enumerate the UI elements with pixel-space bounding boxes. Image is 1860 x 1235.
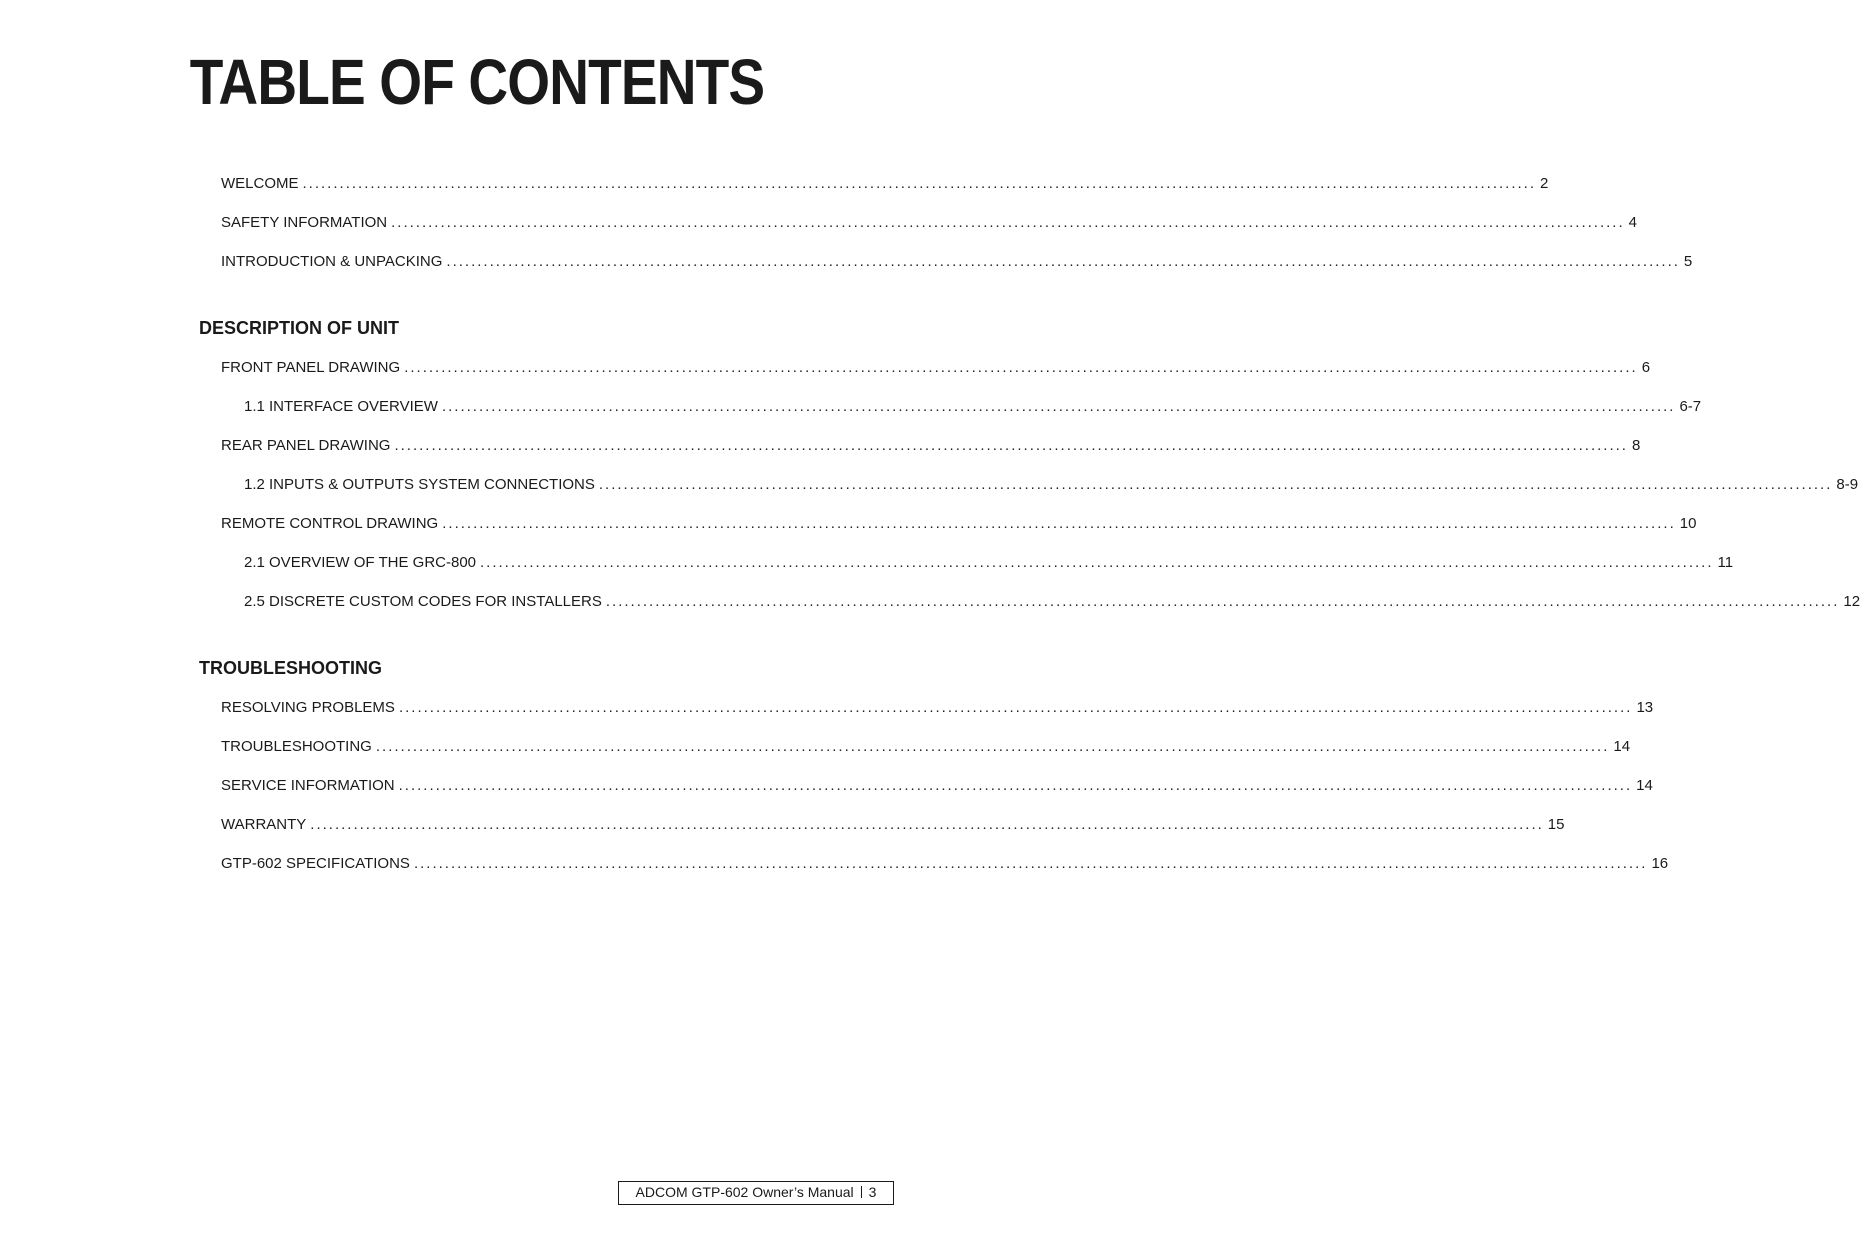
toc-entry-page: 8 [1631,437,1641,454]
footer-page-number: 3 [868,1184,877,1200]
toc-entry-introduction-unpacking[interactable] [221,253,1693,271]
dot-leader: ........................................................................................................................................................................................................ [413,855,1648,872]
toc-entry-page: 12 [1843,593,1860,610]
toc-entry-page: 8-9 [1836,476,1859,493]
toc-entry-label: REMOTE CONTROL DRAWING [221,515,439,532]
toc-entry-page: 15 [1547,816,1565,833]
dot-leader: ........................................................................................................................................................................................................ [310,816,1544,833]
toc-entry-page: 16 [1651,855,1669,872]
dot-leader: ........................................................................................................................................................................................................ [446,253,1680,270]
toc-entry-page: 14 [1613,738,1631,755]
dot-leader: ........................................................................................................................................................................................................ [441,398,1676,415]
dot-leader: ........................................................................................................................................................................................................ [302,175,1537,192]
toc-entry-service-information[interactable] [221,777,1653,795]
toc-entry-front-panel-drawing[interactable] [221,359,1651,377]
toc-entry-label: 1.2 INPUTS & OUTPUTS SYSTEM CONNECTIONS [244,476,595,493]
toc-entry-gtp-602-specifications[interactable] [221,855,1669,873]
toc-entry-label: 2.5 DISCRETE CUSTOM CODES FOR INSTALLERS [244,593,602,610]
toc-entry-page: 11 [1717,554,1734,571]
section-heading-troubleshooting: TROUBLESHOOTING [199,658,382,678]
toc-entry-warranty[interactable] [221,816,1565,834]
toc-entry-overview-grc-800[interactable] [244,554,1734,572]
toc-entry-page: 14 [1636,777,1653,794]
dot-leader: ........................................................................................................................................................................................................ [480,554,1714,571]
page-title: TABLE OF CONTENTS [189,46,765,118]
toc-entry-interface-overview[interactable] [244,398,1702,416]
toc-entry-label: FRONT PANEL DRAWING [221,359,401,376]
toc-entry-label: INTRODUCTION & UNPACKING [221,253,443,270]
toc-entry-label: REAR PANEL DRAWING [221,437,391,454]
toc-entry-safety-information[interactable] [221,214,1637,232]
dot-leader: ........................................................................................................................................................................................................ [442,515,1676,532]
toc-entry-remote-control-drawing[interactable] [221,515,1697,533]
toc-entry-label: WARRANTY [221,816,307,833]
toc-entry-inputs-outputs[interactable] [244,476,1859,494]
toc-entry-page: 13 [1636,699,1654,716]
footer-manual-title: ADCOM GTP-602 Owner’s Manual [635,1184,854,1200]
toc-entry-label: WELCOME [221,175,299,192]
toc-entry-label: RESOLVING PROBLEMS [221,699,395,716]
toc-entry-page: 6-7 [1679,398,1702,415]
section-heading-description-of-unit: DESCRIPTION OF UNIT [199,318,400,338]
toc-entry-label: 2.1 OVERVIEW OF THE GRC-800 [244,554,477,571]
dot-leader: ........................................................................................................................................................................................................ [404,359,1638,376]
toc-entry-resolving-problems[interactable] [221,699,1654,717]
toc-entry-discrete-custom-codes[interactable] [244,593,1860,611]
toc-entry-welcome[interactable] [221,175,1549,193]
toc-entry-label: GTP-602 SPECIFICATIONS [221,855,410,872]
dot-leader: ........................................................................................................................................................................................................ [605,593,1840,610]
footer-separator [861,1186,862,1198]
toc-entry-page: 5 [1683,253,1693,270]
toc-entry-troubleshooting[interactable] [221,738,1631,756]
toc-entry-page: 10 [1679,515,1697,532]
toc-entry-label: SAFETY INFORMATION [221,214,388,231]
toc-entry-page: 6 [1641,359,1651,376]
dot-leader: ........................................................................................................................................................................................................ [398,699,1633,716]
toc-entry-page: 2 [1540,175,1549,192]
toc-entry-page: 4 [1628,214,1637,231]
toc-entry-rear-panel-drawing[interactable] [221,437,1641,455]
toc-entry-label: 1.1 INTERFACE OVERVIEW [244,398,438,415]
page-footer [618,1181,894,1205]
dot-leader: ........................................................................................................................................................................................................ [394,437,1628,454]
dot-leader: ........................................................................................................................................................................................................ [398,777,1633,794]
toc-entry-label: TROUBLESHOOTING [221,738,372,755]
dot-leader: ........................................................................................................................................................................................................ [391,214,1625,231]
toc-entry-label: SERVICE INFORMATION [221,777,395,794]
dot-leader: ........................................................................................................................................................................................................ [375,738,1610,755]
dot-leader: ........................................................................................................................................................................................................ [598,476,1833,493]
